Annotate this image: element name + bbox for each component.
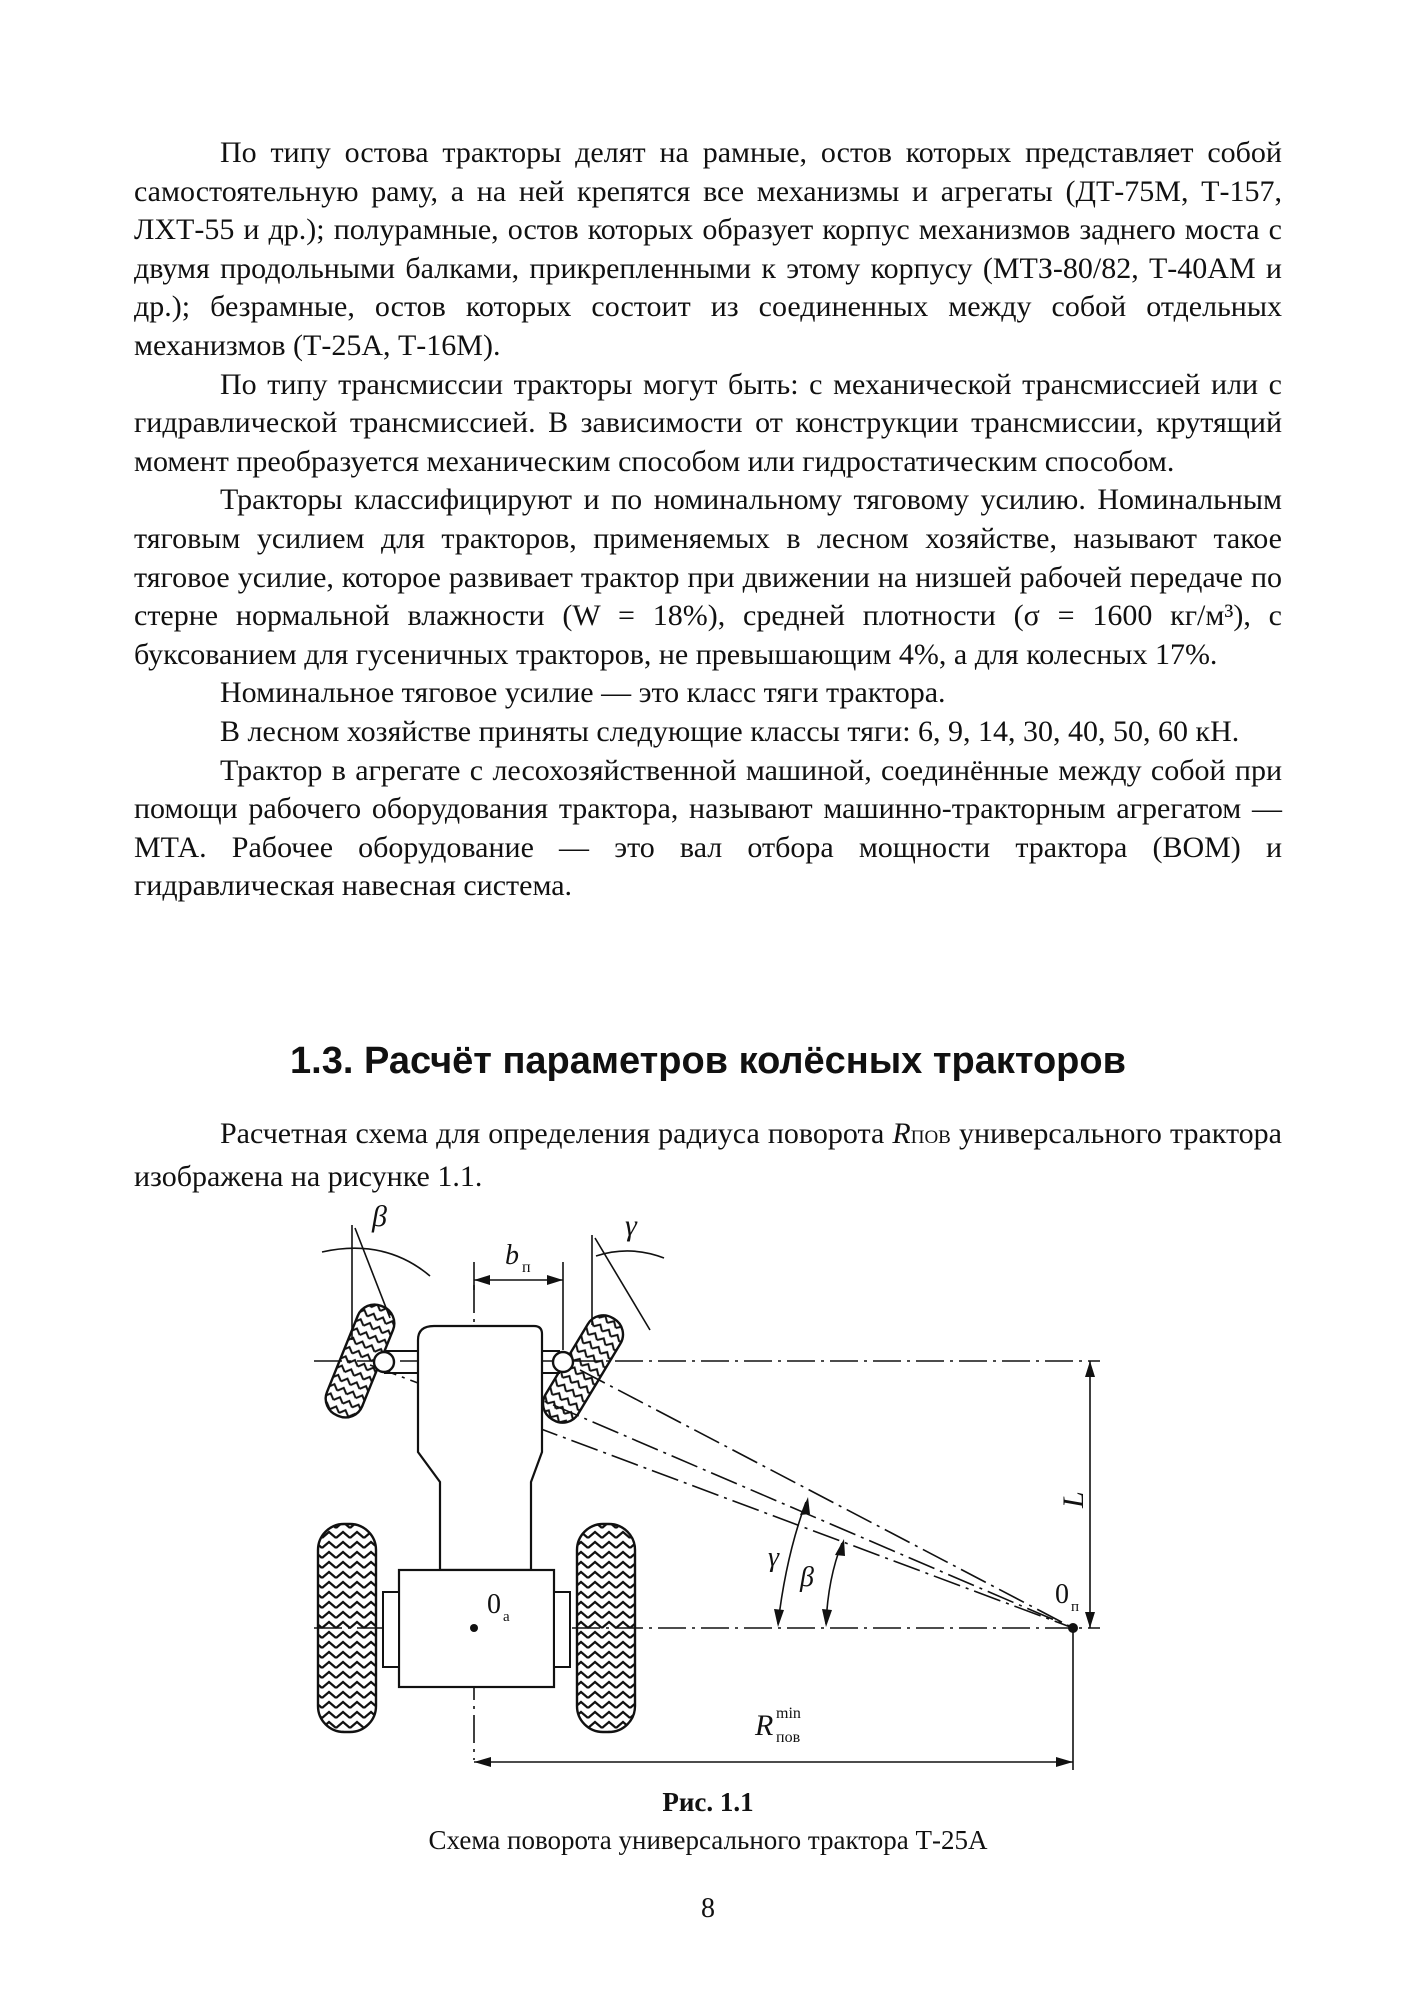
L-arrow-bottom bbox=[1085, 1612, 1095, 1628]
paragraph-traction-classification: Тракторы классифицируют и по номинальному тяговому усилию. Номинальным тяговым усилием для тракторов, применяемых в лесном хозяйстве, называют такое тяговое усилие, которое развивает трактор при движении на низшей рабочей передаче по стерне нормальной влажности (W = 18%), средней плотности (σ = 1600 кг/м³), с буксованием для гусеничных тракторов, не превышающим 4%, а для колесных 17%. bbox=[134, 483, 1282, 671]
figure-caption-title: Рис. 1.1 bbox=[662, 1787, 754, 1817]
label-gamma-top: γ bbox=[625, 1209, 637, 1242]
bp-arrow-right bbox=[547, 1275, 563, 1285]
beta-angle-arrow bbox=[835, 1539, 845, 1556]
rear-wheel-right bbox=[577, 1524, 635, 1732]
turning-scheme-figure bbox=[0, 1200, 1414, 1800]
bp-arrow-left bbox=[474, 1275, 490, 1285]
label-Oa-sub: а bbox=[503, 1609, 510, 1625]
body-text bbox=[134, 134, 1282, 906]
ray-right-wheel bbox=[580, 1370, 1073, 1628]
label-beta-angle: β bbox=[800, 1562, 814, 1593]
beta-angle-arrow-b bbox=[822, 1609, 832, 1627]
label-On-sub: п bbox=[1071, 1599, 1080, 1615]
label-bp: b bbox=[505, 1240, 519, 1271]
tractor-body bbox=[418, 1326, 542, 1570]
figure-caption-text: Схема поворота универсального трактора Т-25А bbox=[428, 1825, 988, 1855]
paragraph-transmission-types: По типу трансмиссии тракторы могут быть: с механической трансмиссией или с гидравлической трансмиссией. В зависимости от конструкции трансмиссии, крутящий момент преобразуется механическим способом или гидростатическим способом. bbox=[134, 367, 1282, 478]
section-heading: 1.3. Расчёт параметров колёсных тракторов bbox=[290, 1040, 1126, 1082]
paragraph-frame-types: По типу остова тракторы делят на рамные, остов которых представляет собой самостоятельную раму, а на ней крепятся все механизмы и агрегаты (ДТ-75М, Т-157, ЛХТ-55 и др.); полурамные, остов которых образует корпус механизмов заднего моста с двумя продольными балками, прикрепленными к этому корпусу (МТЗ-80/82, Т-40АМ и др.); безрамные, остов которых состоит из соединенных между собой отдельных механизмов (Т-25А, Т-16М). bbox=[134, 136, 1282, 362]
gamma-angle-arrow-b bbox=[774, 1609, 784, 1627]
rear-axle-center-point bbox=[470, 1624, 478, 1632]
front-wheel-right bbox=[536, 1309, 629, 1430]
turning-center-point bbox=[1068, 1623, 1078, 1633]
label-R-sup: min bbox=[776, 1705, 801, 1722]
L-arrow-top bbox=[1085, 1361, 1095, 1377]
kingpin-left bbox=[374, 1352, 394, 1372]
paragraph-mta: Трактор в агрегате с лесохозяйственной машиной, соединённые между собой при помощи рабочего оборудования трактора, называют машинно-тракторным агрегатом — МТА. Рабочее оборудование — это вал отбора мощности трактора (ВОМ) и гидравлическая навесная система. bbox=[134, 753, 1282, 903]
page-number: 8 bbox=[701, 1893, 715, 1924]
R-arrow-left bbox=[474, 1757, 491, 1767]
intro-symbol-sub: ПОВ bbox=[910, 1127, 951, 1148]
label-On: 0 bbox=[1055, 1579, 1069, 1610]
intro-symbol: R bbox=[892, 1117, 911, 1150]
label-R-sub: пов bbox=[776, 1729, 801, 1746]
gamma-angle-arrow bbox=[800, 1497, 810, 1515]
intro-before: Расчетная схема для определения радиуса поворота bbox=[220, 1117, 893, 1150]
intro-paragraph bbox=[134, 1115, 1282, 1196]
beta-arc bbox=[322, 1248, 430, 1276]
rear-wheel-left bbox=[318, 1524, 376, 1732]
intro-after: универсального трактора изображена на рисунке 1.1. bbox=[134, 1117, 1282, 1193]
paragraph-forestry-classes: В лесном хозяйстве приняты следующие классы тяги: 6, 9, 14, 30, 40, 50, 60 кН. bbox=[220, 714, 1240, 748]
label-R: R bbox=[755, 1709, 774, 1742]
rear-hub-left bbox=[383, 1592, 399, 1667]
paragraph-traction-class: Номинальное тяговое усилие — это класс тяги трактора. bbox=[220, 676, 946, 710]
label-Oa: 0 bbox=[487, 1589, 501, 1620]
label-L: L bbox=[1057, 1491, 1090, 1508]
R-arrow-right bbox=[1056, 1757, 1073, 1767]
kingpin-right bbox=[553, 1352, 573, 1372]
label-beta-top: β bbox=[372, 1200, 387, 1233]
rear-hub-right bbox=[554, 1592, 570, 1667]
label-gamma-angle: γ bbox=[768, 1542, 780, 1573]
label-bp-sub: п bbox=[522, 1259, 531, 1276]
